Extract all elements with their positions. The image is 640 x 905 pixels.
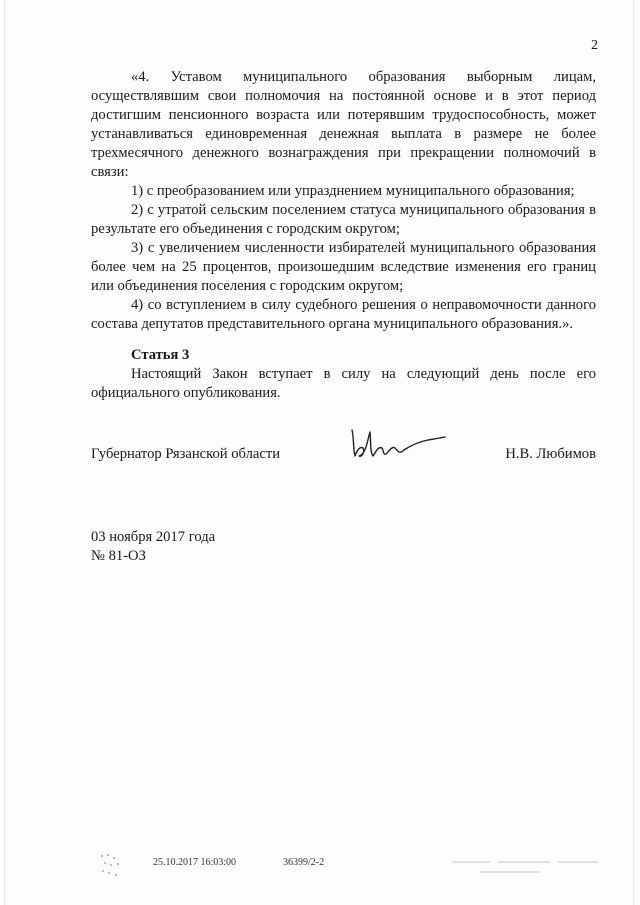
amendment-item-1: 1) с преобразованием или упразднением муниципального образования; (131, 183, 575, 199)
amendment-item-4: 4) со вступлением в силу судебного решения о неправомочности данного состава депутатов представительного органа муниципального образования.». (91, 297, 596, 332)
signer-title: Губернатор Рязанской области (91, 446, 281, 462)
article-3 (91, 346, 596, 403)
law-number: № 81-ОЗ (91, 548, 146, 564)
scan-edge-right (633, 0, 634, 905)
amendment-paragraph-intro: «4. Уставом муниципального образования выборным лицам, осуществлявшим свои полномочия на постоянной основе и в этот период достигшим пенсионного возраста или потерявшим трудоспособность, может устанавливаться единовременная денежная выплата в размере не более трехмесячного денежного вознаграждения при прекращении полномочий в связи: (91, 69, 596, 180)
amendment-text (91, 68, 596, 334)
amendment-item-2: 2) с утратой сельским поселением статуса муниципального образования в результате его объединения с городским округом; (91, 202, 596, 237)
faint-stamp-mark (450, 856, 600, 878)
page-number: 2 (591, 38, 598, 53)
signer-name: Н.В. Любимов (505, 446, 596, 462)
footer-document-code: 36399/2-2 (283, 857, 325, 868)
handwritten-signature (348, 424, 448, 464)
article-3-text: Настоящий Закон вступает в силу на следующий день после его официального опубликования. (91, 366, 596, 401)
scan-edge-left (4, 0, 5, 905)
enactment-date: 03 ноября 2017 года (91, 529, 216, 545)
enactment-block (91, 528, 215, 566)
scan-artifact-mark (98, 852, 124, 880)
amendment-item-3: 3) с увеличением численности избирателей муниципального образования более чем на 25 процентов, произошедшим вследствие изменения его границ или объединения поселения с городским округом; (91, 240, 596, 294)
article-3-heading: Статья 3 (131, 347, 190, 363)
footer-timestamp: 25.10.2017 16:03:00 (153, 857, 237, 868)
